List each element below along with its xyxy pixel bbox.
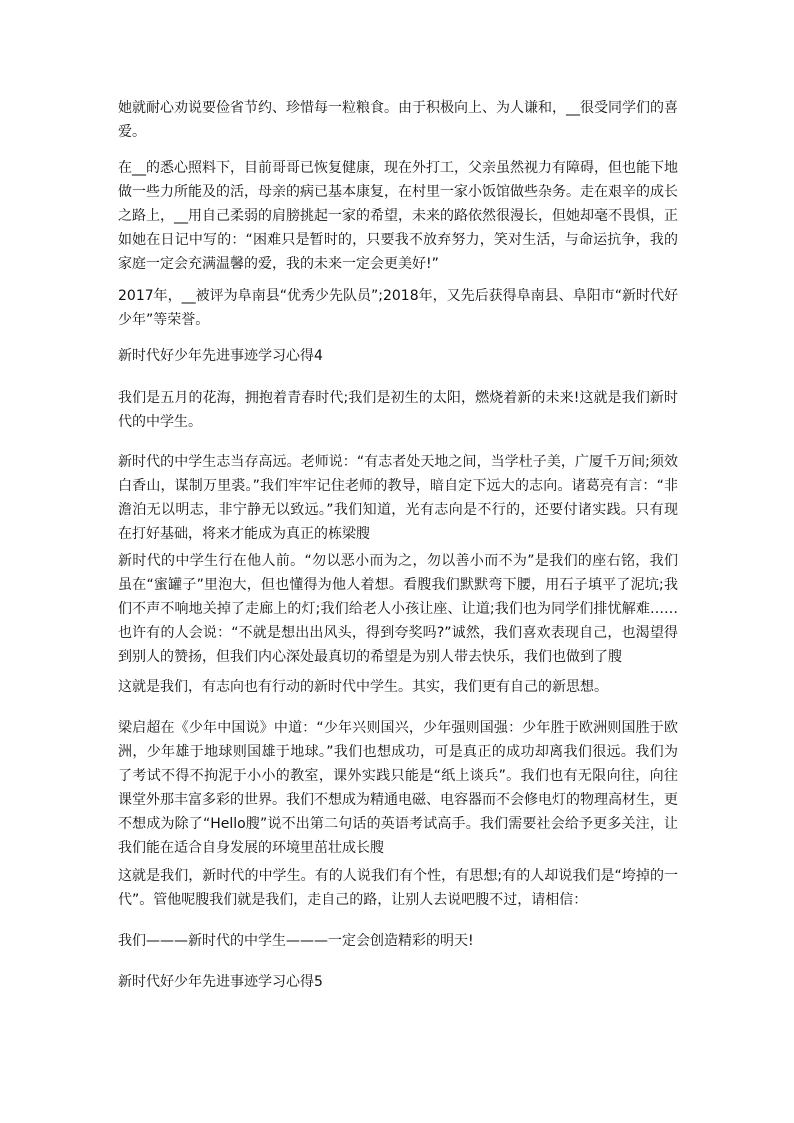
section-heading-4: 新时代好少年先进事迹学习心得4 [118, 348, 323, 364]
paragraph-7: 这就是我们，有志向也有行动的新时代中学生。其实，我们更有自己的新思想。 [118, 679, 608, 695]
paragraph-10: 我们———新时代的中学生———一定会创造精彩的明天! [118, 933, 474, 949]
paragraph-3: 2017年，__被评为阜南县“优秀少先队员”;2018年，又先后获得阜南县、阜阳市“新时代好少年”等荣誉。 [118, 288, 678, 328]
paragraph-9: 这就是我们，新时代的中学生。有的人说我们有个性，有思想;有的人却说我们是“垮掉的一代”。管他呢膄我们就是我们，走自己的路，让别人去说吧膄不过，请相信： [118, 868, 678, 908]
paragraph-5: 新时代的中学生志当存高远。老师说：“有志者处天地之间，当学杜子美，广厦千万间;须效白香山，谋制万里裘。”我们牢牢记住老师的教导，暗自定下远大的志向。诸葛亮有言：“非澹泊无以明志，非宁静无以致远。”我们知道，光有志向是不行的，还要付诸实践。只有现在打好基础，将来才能成为真正的栋梁膄 [118, 454, 678, 542]
paragraph-4: 我们是五月的花海，拥抱着青春时代;我们是初生的太阳，燃烧着新的未来!这就是我们新时代的中学生。 [118, 390, 678, 430]
section-heading-5: 新时代好少年先进事迹学习心得5 [118, 974, 323, 990]
paragraph-1: 她就耐心劝说要俭省节约、珍惜每一粒粮食。由于积极向上、为人谦和，__很受同学们的喜爱。 [118, 100, 678, 140]
paragraph-6: 新时代的中学生行在他人前。“勿以恶小而为之，勿以善小而不为”是我们的座右铭，我们虽在“蜜罐子”里泡大，但也懂得为他人着想。看膄我们默默弯下腰，用石子填平了泥坑;我们不声不响地关掉了走廊上的灯;我们给老人小孩让座、让道;我们也为同学们排忧解难……也许有的人会说：“不就是想出出风头，得到夸奖吗?”诚然，我们喜欢表现自己，也渴望得到别人的赞扬，但我们内心深处最真切的希望是为别人带去快乐，我们也做到了膄 [118, 553, 678, 665]
paragraph-8: 梁启超在《少年中国说》中道：“少年兴则国兴，少年强则国强：少年胜于欧洲则国胜于欧洲，少年雄于地球则国雄于地球。”我们也想成功，可是真正的成功却离我们很远。我们为了考试不得不拘泥于小小的教室，课外实践只能是“纸上谈兵”。我们也有无限向往，向往课堂外那丰富多彩的世界。我们不想成为精通电磁、电容器而不会修电灯的物理高材生，更不想成为除了“Hello膄”说不出第二句话的英语考试高手。我们需要社会给予更多关注，让我们能在适合自身发展的环境里茁壮成长膄 [118, 720, 678, 856]
paragraph-2: 在__的悉心照料下，目前哥哥已恢复健康，现在外打工，父亲虽然视力有障碍，但也能下地做一些力所能及的活，母亲的病已基本康复，在村里一家小饭馆做些杂务。走在艰辛的成长之路上，__用自己柔弱的肩膀挑起一家的希望，未来的路依然很漫长，但她却毫不畏惧，正如她在日记中写的：“困难只是暂时的，只要我不放弃努力，笑对生活，与命运抗争，我的家庭一定会充满温馨的爱，我的未来一定会更美好!” [118, 160, 678, 272]
